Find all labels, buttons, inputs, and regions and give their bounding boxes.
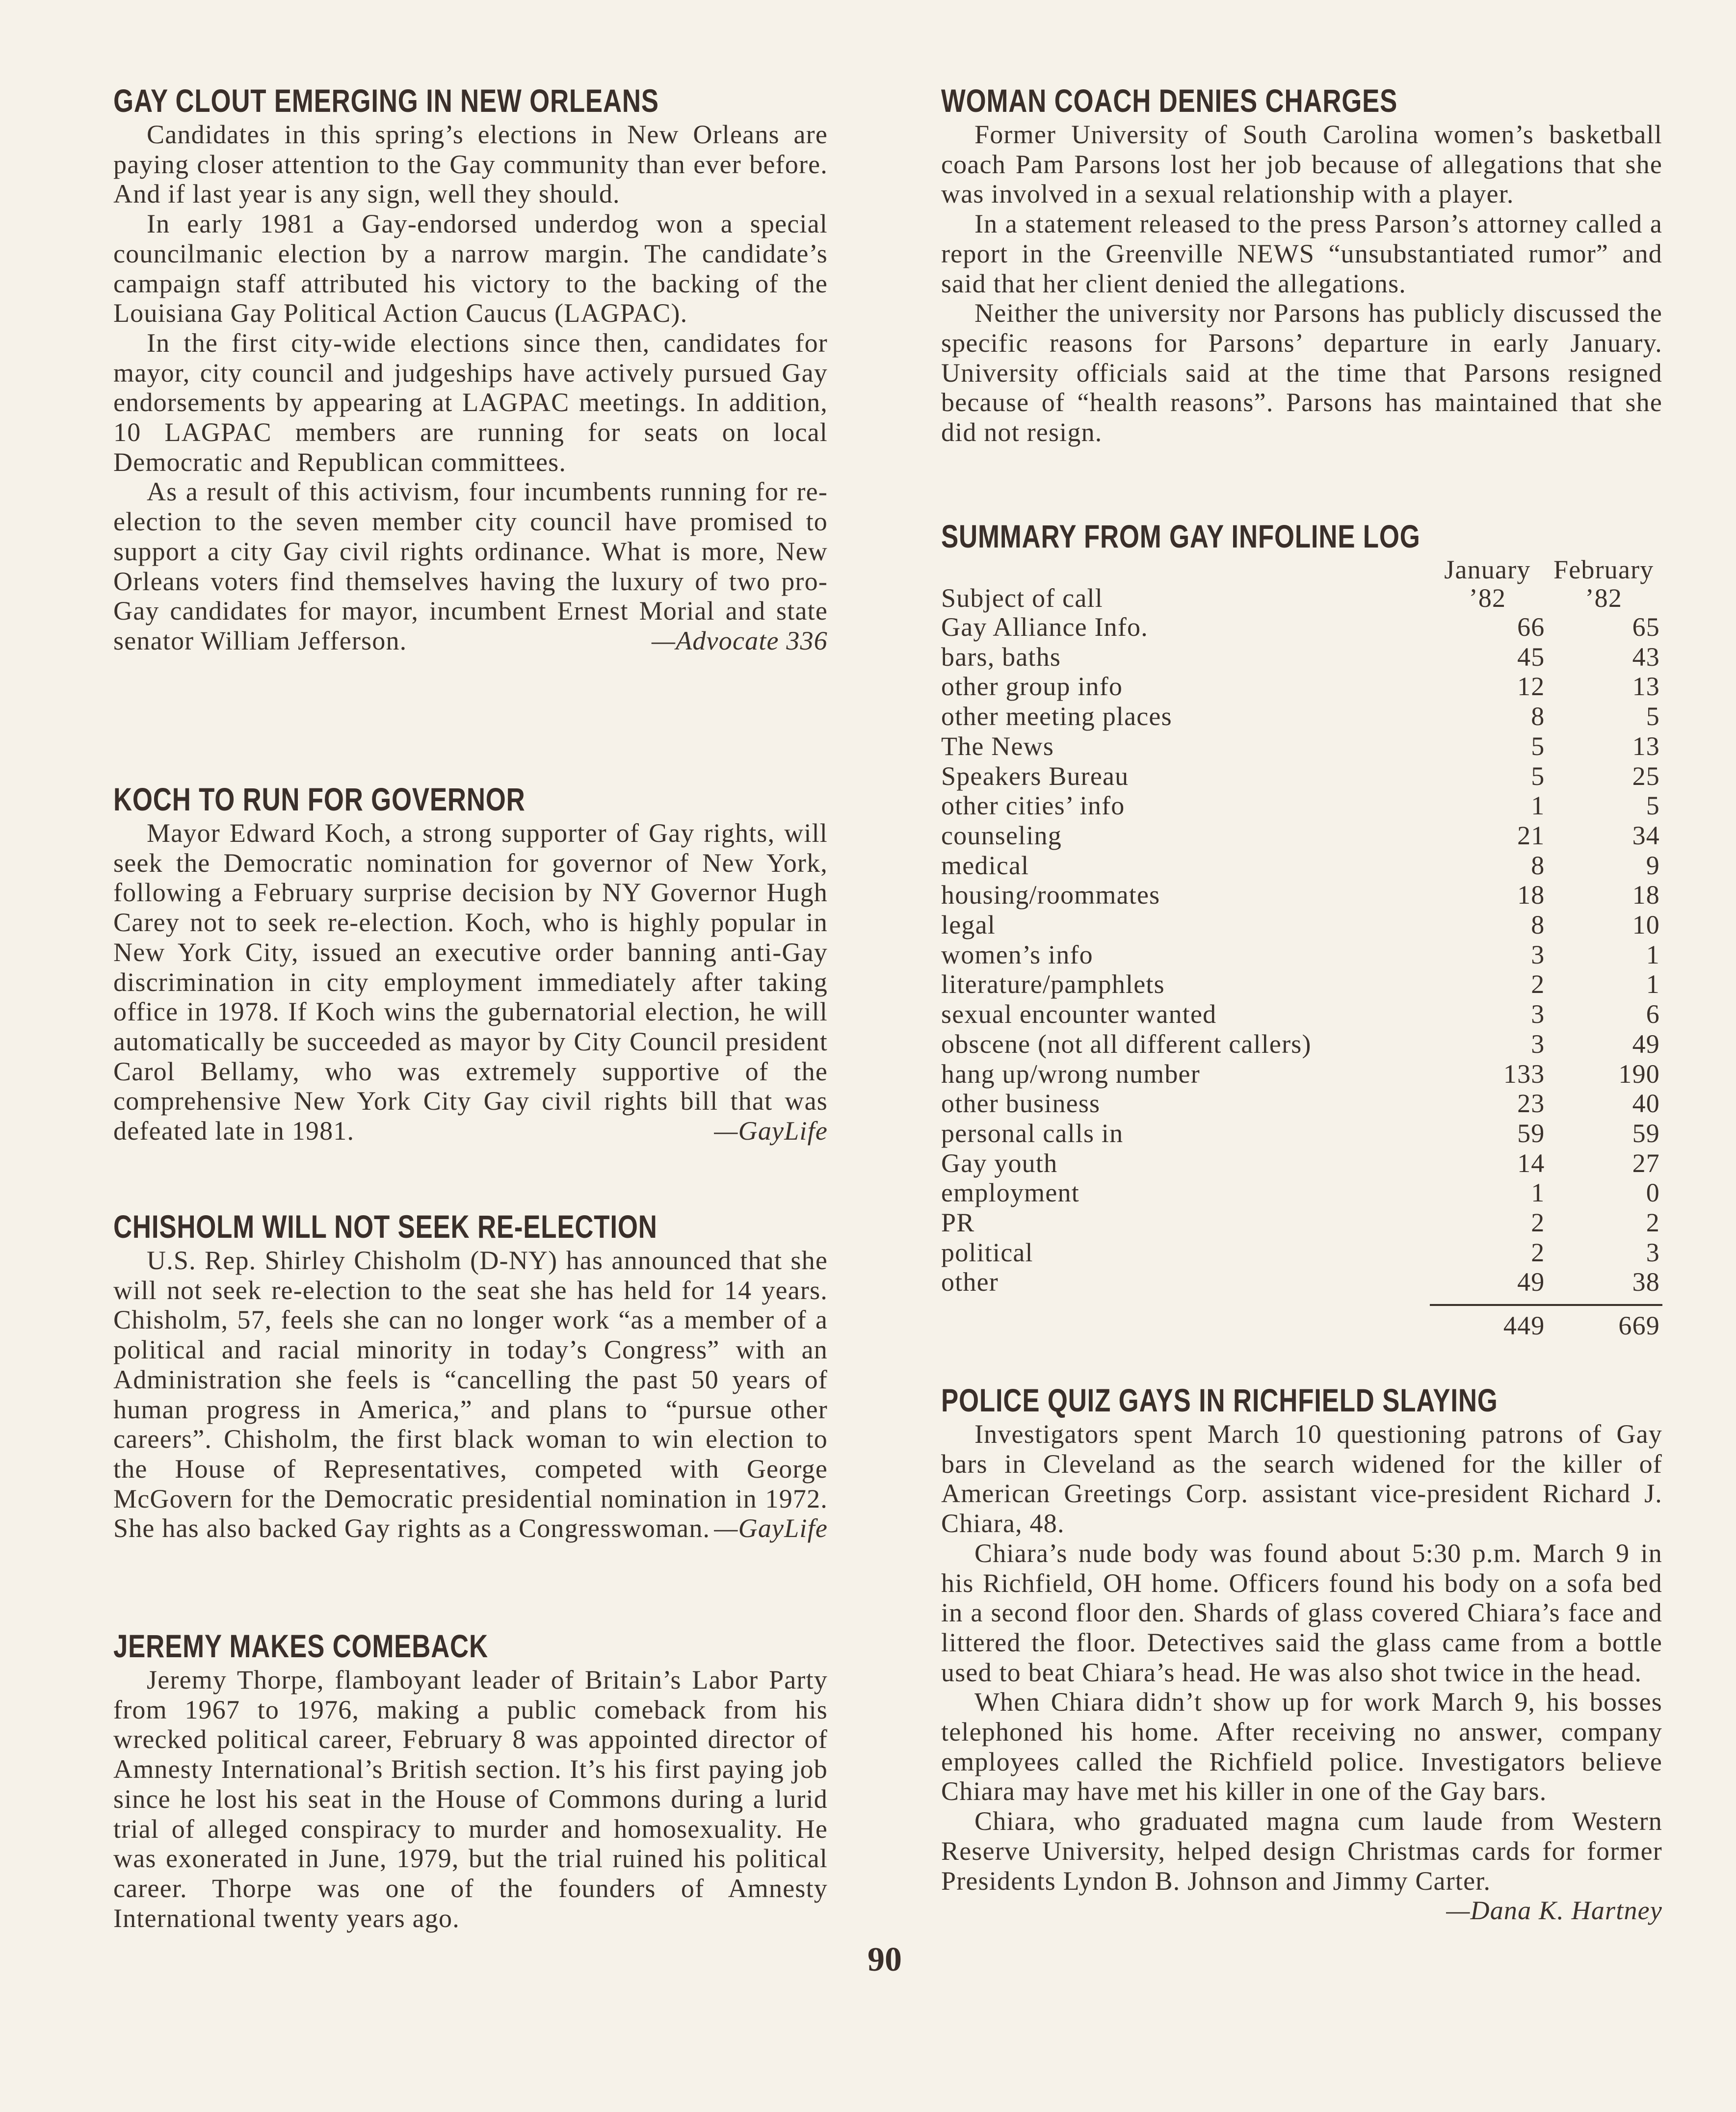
total-february: 669 bbox=[1618, 1311, 1660, 1341]
row-subject: counseling bbox=[941, 820, 1062, 850]
table-title: SUMMARY FROM GAY INFOLINE LOG bbox=[941, 518, 1420, 554]
row-january-count: 3 bbox=[1531, 999, 1545, 1029]
row-january-count: 23 bbox=[1517, 1089, 1545, 1119]
row-subject: employment bbox=[941, 1178, 1079, 1208]
row-february-count: 13 bbox=[1632, 731, 1660, 761]
row-january-count: 5 bbox=[1531, 731, 1545, 761]
row-january-count: 18 bbox=[1517, 880, 1545, 910]
table-row bbox=[941, 940, 1662, 970]
col-header-january: January bbox=[1444, 555, 1531, 584]
table-row bbox=[941, 1089, 1662, 1119]
table-row bbox=[941, 1267, 1662, 1297]
row-january-count: 1 bbox=[1531, 791, 1545, 821]
article-paragraph bbox=[941, 1806, 1662, 1926]
row-subject: housing/roommates bbox=[941, 880, 1160, 910]
article-paragraph: When Chiara didn’t show up for work March 9, his bosses telephoned his home. After receiving no answer, company employees called the Richfield police. Investigators believe Chiara may have met his killer in one of the Gay bars. bbox=[941, 1687, 1662, 1806]
table-row bbox=[941, 672, 1662, 702]
spacer bbox=[941, 1305, 1430, 1341]
article-attribution: —Dana K. Hartney bbox=[1446, 1896, 1662, 1926]
row-january-count: 59 bbox=[1517, 1118, 1545, 1148]
article-chisholm bbox=[113, 1209, 828, 1543]
row-subject: other cities’ info bbox=[941, 791, 1125, 821]
row-subject: other bbox=[941, 1267, 999, 1297]
article-paragraph: Jeremy Thorpe, flamboyant leader of Britain’s Labor Party from 1967 to 1976, making a public comeback from his wrecked political career, February 8 was appointed director of Amnesty International’s British section. It’s his first paying job since he lost his seat in the House of Commons during a lurid trial of alleged conspiracy to murder and homosexuality. He was exonerated in June, 1979, but the trial ruined his political career. Thorpe was one of the founders of Amnesty International twenty years ago. bbox=[113, 1665, 828, 1933]
article-woman-coach bbox=[941, 83, 1662, 447]
row-february-count: 40 bbox=[1632, 1089, 1660, 1119]
row-february-count: 27 bbox=[1632, 1148, 1660, 1178]
row-january-count: 66 bbox=[1517, 612, 1545, 642]
table-row bbox=[941, 1119, 1662, 1148]
row-february-count: 3 bbox=[1646, 1237, 1660, 1267]
row-february-count: 13 bbox=[1632, 672, 1660, 702]
row-january-count: 2 bbox=[1531, 1208, 1545, 1238]
col-header-subject: Subject of call bbox=[941, 583, 1103, 613]
row-january-count: 3 bbox=[1531, 939, 1545, 969]
row-february-count: 1 bbox=[1646, 939, 1660, 969]
article-attribution: —GayLife bbox=[714, 1116, 828, 1146]
article-paragraph: In early 1981 a Gay-endorsed underdog won a special councilmanic election by a narrow margin. The candidate’s campaign staff attributed his victory to the backing of the Louisiana Gay Political Action Caucus (LAGPAC). bbox=[113, 209, 828, 328]
article-paragraph bbox=[113, 818, 828, 1146]
row-january-count: 8 bbox=[1531, 702, 1545, 731]
row-january-count: 45 bbox=[1517, 642, 1545, 672]
article-koch bbox=[113, 782, 828, 1146]
row-subject: Speakers Bureau bbox=[941, 761, 1129, 791]
table-row bbox=[941, 791, 1662, 821]
row-subject: legal bbox=[941, 910, 996, 940]
article-headline: CHISHOLM WILL NOT SEEK RE-ELECTION bbox=[113, 1208, 658, 1245]
article-headline: GAY CLOUT EMERGING IN NEW ORLEANS bbox=[113, 82, 659, 119]
row-january-count: 14 bbox=[1517, 1148, 1545, 1178]
row-january-count: 2 bbox=[1531, 969, 1545, 999]
table-row bbox=[941, 969, 1662, 999]
row-january-count: 2 bbox=[1531, 1237, 1545, 1267]
row-february-count: 5 bbox=[1646, 702, 1660, 731]
row-february-count: 5 bbox=[1646, 791, 1660, 821]
row-subject: literature/pamphlets bbox=[941, 969, 1165, 999]
row-january-count: 21 bbox=[1517, 820, 1545, 850]
page-number: 90 bbox=[868, 1941, 902, 1979]
row-january-count: 133 bbox=[1503, 1059, 1545, 1089]
row-february-count: 1 bbox=[1646, 969, 1660, 999]
row-subject: personal calls in bbox=[941, 1118, 1124, 1148]
table-row bbox=[941, 612, 1662, 642]
article-paragraph: Candidates in this spring’s elections in New Orleans are paying closer attention to the Gay community than ever before. And if last year is any sign, well they should. bbox=[113, 120, 828, 209]
row-february-count: 2 bbox=[1646, 1208, 1660, 1238]
row-subject: medical bbox=[941, 850, 1029, 880]
article-headline: POLICE QUIZ GAYS IN RICHFIELD SLAYING bbox=[941, 1382, 1498, 1418]
row-january-count: 8 bbox=[1531, 910, 1545, 940]
col-header-february: February bbox=[1553, 555, 1654, 584]
row-subject: other group info bbox=[941, 672, 1123, 702]
table-row bbox=[941, 642, 1662, 672]
article-paragraph: In a statement released to the press Parson’s attorney called a report in the Greenville NEWS “unsubstantiated rumor” and said that her client denied the allegations. bbox=[941, 209, 1662, 298]
article-paragraph: In the first city-wide elections since then, candidates for mayor, city council and judgeships have actively pursued Gay endorsements by appearing at LAGPAC meetings. In addition, 10 LAGPAC members are running for seats on local Democratic and Republican committees. bbox=[113, 328, 828, 477]
article-paragraph: Neither the university nor Parsons has publicly discussed the specific reasons for Parsons’ departure in early January. University officials said at the time that Parsons resigned because of “health reasons”. Parsons has maintained that she did not resign. bbox=[941, 298, 1662, 447]
row-january-count: 3 bbox=[1531, 1029, 1545, 1059]
col-header-february-year: ’82 bbox=[1585, 583, 1623, 613]
row-subject: obscene (not all different callers) bbox=[941, 1029, 1312, 1059]
table-row bbox=[941, 910, 1662, 940]
table-row bbox=[941, 1059, 1662, 1089]
article-police-quiz bbox=[941, 1383, 1662, 1926]
row-subject: political bbox=[941, 1237, 1033, 1267]
paragraph-text: Mayor Edward Koch, a strong supporter of Gay rights, will seek the Democratic nomination for governor of New York, following a February surprise decision by NY Governor Hugh Carey not to seek re-election. Koch, who is highly popular in New York City, issued an executive order banning anti-Gay discrimination in city employment immediately after taking office in 1978. If Koch wins the gubernatorial election, he will automatically be succeeded as mayor by City Council president Carol Bellamy, who was extremely supportive of the comprehensive New York City Gay civil rights bill that was defeated late in 1981. bbox=[113, 818, 828, 1146]
row-february-count: 6 bbox=[1646, 999, 1660, 1029]
table-row bbox=[941, 1178, 1662, 1208]
article-gay-clout bbox=[113, 83, 828, 656]
total-rule bbox=[941, 1297, 1662, 1305]
row-february-count: 38 bbox=[1632, 1267, 1660, 1297]
row-subject: PR bbox=[941, 1208, 975, 1238]
article-headline: KOCH TO RUN FOR GOVERNOR bbox=[113, 781, 526, 817]
row-january-count: 12 bbox=[1517, 672, 1545, 702]
table-row bbox=[941, 880, 1662, 910]
row-subject: women’s info bbox=[941, 939, 1093, 969]
article-attribution: —Advocate 336 bbox=[651, 626, 828, 655]
total-january: 449 bbox=[1503, 1311, 1545, 1341]
article-jeremy bbox=[113, 1629, 828, 1933]
row-february-count: 49 bbox=[1632, 1029, 1660, 1059]
row-february-count: 18 bbox=[1632, 880, 1660, 910]
table-row bbox=[941, 851, 1662, 881]
row-subject: other meeting places bbox=[941, 702, 1172, 731]
total-row bbox=[941, 1305, 1662, 1341]
row-january-count: 49 bbox=[1517, 1267, 1545, 1297]
table-row bbox=[941, 731, 1662, 761]
row-subject: hang up/wrong number bbox=[941, 1059, 1200, 1089]
table-row bbox=[941, 1238, 1662, 1268]
article-paragraph: Investigators spent March 10 questioning patrons of Gay bars in Cleveland as the search widened for the killer of American Greetings Corp. assistant vice-president Richard J. Chiara, 48. bbox=[941, 1419, 1662, 1538]
article-paragraph bbox=[113, 1246, 828, 1543]
table-row bbox=[941, 761, 1662, 791]
infoline-summary bbox=[941, 519, 1662, 1341]
row-subject: bars, baths bbox=[941, 642, 1061, 672]
row-february-count: 9 bbox=[1646, 850, 1660, 880]
row-january-count: 5 bbox=[1531, 761, 1545, 791]
row-january-count: 8 bbox=[1531, 850, 1545, 880]
table-row bbox=[941, 999, 1662, 1029]
table-header-row bbox=[941, 555, 1662, 584]
row-february-count: 65 bbox=[1632, 612, 1660, 642]
table-row bbox=[941, 1148, 1662, 1178]
table-row bbox=[941, 821, 1662, 851]
infoline-table bbox=[941, 555, 1662, 1341]
row-subject: sexual encounter wanted bbox=[941, 999, 1217, 1029]
row-february-count: 190 bbox=[1618, 1059, 1660, 1089]
col-header-january-year: ’82 bbox=[1469, 583, 1506, 613]
row-february-count: 0 bbox=[1646, 1178, 1660, 1208]
paragraph-text: As a result of this activism, four incumbents running for re-election to the seven member city council have promised to support a city Gay civil rights ordinance. What is more, New Orleans voters find themselves having the luxury of two pro-Gay candidates for mayor, incumbent Ernest Morial and state senator William Jefferson. bbox=[113, 477, 828, 655]
row-subject: The News bbox=[941, 731, 1054, 761]
article-paragraph: Former University of South Carolina women’s basketball coach Pam Parsons lost her job because of allegations that she was involved in a sexual relationship with a player. bbox=[941, 120, 1662, 209]
article-headline: WOMAN COACH DENIES CHARGES bbox=[941, 82, 1398, 119]
rule-line bbox=[1430, 1297, 1545, 1305]
row-subject: Gay Alliance Info. bbox=[941, 612, 1148, 642]
table-row bbox=[941, 1208, 1662, 1238]
row-february-count: 25 bbox=[1632, 761, 1660, 791]
rule-line bbox=[1545, 1297, 1663, 1305]
spacer bbox=[941, 1297, 1430, 1305]
article-paragraph bbox=[113, 477, 828, 655]
table-row bbox=[941, 702, 1662, 731]
paragraph-text: U.S. Rep. Shirley Chisholm (D-NY) has announced that she will not seek re-election to the seat she has held for 14 years. Chisholm, 57, feels she can no longer work “as a member of a political and racial minority in today’s Congress” with an Administration she feels is “cancelling the past 50 years of human progress in America,” and plans to “pursue other careers”. Chisholm, the first black woman to win election to the House of Representatives, competed with George McGovern for the Democratic presidential nomination in 1972. She has also backed Gay rights as a Congresswoman. bbox=[113, 1246, 828, 1543]
article-attribution: —GayLife bbox=[714, 1513, 828, 1543]
row-subject: Gay youth bbox=[941, 1148, 1058, 1178]
row-subject: other business bbox=[941, 1089, 1101, 1119]
row-february-count: 34 bbox=[1632, 820, 1660, 850]
row-january-count: 1 bbox=[1531, 1178, 1545, 1208]
row-february-count: 59 bbox=[1632, 1118, 1660, 1148]
table-header-row bbox=[941, 584, 1662, 612]
row-february-count: 10 bbox=[1632, 910, 1660, 940]
table-row bbox=[941, 1029, 1662, 1059]
paragraph-text: Chiara, who graduated magna cum laude from Western Reserve University, helped design Christmas cards for former Presidents Lyndon B. Johnson and Jimmy Carter. bbox=[941, 1806, 1662, 1896]
article-headline: JEREMY MAKES COMEBACK bbox=[113, 1628, 488, 1664]
article-paragraph: Chiara’s nude body was found about 5:30 p.m. March 9 in his Richfield, OH home. Officers found his body on a sofa bed in a second floor den. Shards of glass covered Chiara’s face and littered the floor. Detectives said the glass came from a bottle used to beat Chiara’s head. He was also shot twice in the head. bbox=[941, 1538, 1662, 1687]
row-february-count: 43 bbox=[1632, 642, 1660, 672]
